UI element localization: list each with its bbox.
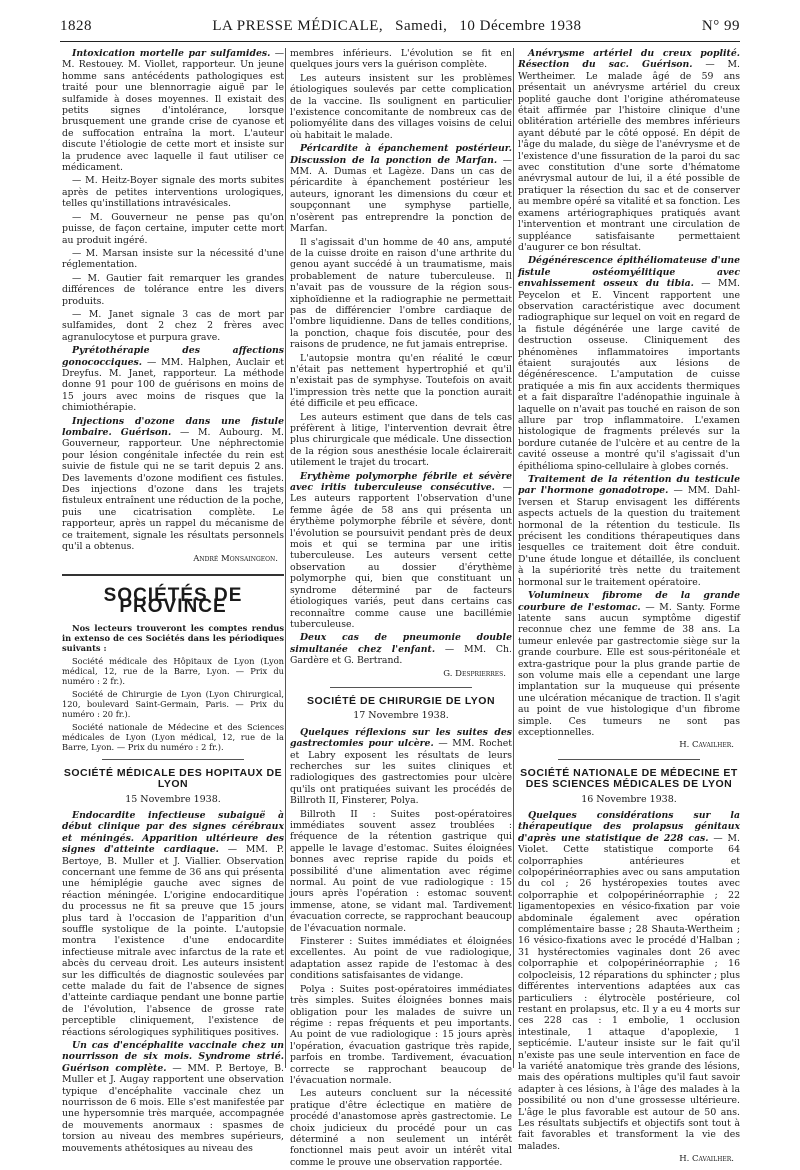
article: [62, 810, 284, 1038]
paragraph: L'autopsie montra qu'en réalité le cœur n'était pas nettement hypertrophié et qu'il n'existait pas de symphyse. Toutefois on avait l'impression très nette que la ponction aurait été difficile et peu efficace.: [290, 352, 512, 410]
article-text: — MM. Peycelon et E. Vincent rapportent une observation caractéristique avec document radiographique sur lequel on voit en regard de la fistule dégénérée une large cavité de destruction osseuse. Cliniquement des phénomènes inflammatoires importants étaient surajoutés aux lésions de dégénérescence. L'amputation de cuisse pratiquée a mis fin aux accidents thermiques et a fait disparaître l'adénopathie inguinale à laquelle on n'avait pas touché en raison de son allure par trop inflammatoire. L'examen histologique de fragments prélevés sur la bordure cutanée de l'ulcère et au centre de la cavité osseuse a montré qu'il s'agissait d'un épithélioma spino-cellulaire à globes cornés.: [518, 278, 740, 472]
signature: André Monsaingeon.: [193, 554, 278, 565]
article-text: — MM. Rochet et Labry exposent les résultats de leurs recherches sur les suites cliniques et radiologiques des gastrectomies pour ulcère qu'ils ont pratiquées suivant les procédés de Billroth II, Finsterer, Polya.: [290, 738, 512, 807]
signature: G. Desprierres.: [443, 668, 506, 679]
article-title: Endocardite infectieuse subaiguë à début clinique par des signes cérébraux et méningés. Apparition ultérieure des signes d'atteinte cardiaque.: [62, 809, 284, 856]
article-text: — M. Santy. Forme latente sans aucun symptôme digestif reconnue chez une femme de 38 ans. La tumeur enlevée par gastrectomie siège sur la grande courbure. Elle est sous-péritonéale et extra-gastrique pour la plus grande partie de son volume mais elle a cependant une large implantation sur la muqueuse qui présente une ulcération mécanique de traction. Il s'agit au point de vue histologique d'un fibrome simple. Ces tumeurs ne sont pas exceptionnelles.: [518, 601, 740, 738]
header-rule: [60, 41, 740, 42]
paragraph: Les auteurs insistent sur les problèmes étiologiques soulevés par cette complication de la vaccine. Ils soulignent en particulier l'existence concomitante de nombreux cas de poliomyélite dans des villages voisins de celui où habitait le malade.: [290, 72, 512, 141]
column-2: [290, 48, 512, 1170]
paragraph: — M. Heitz-Boyer signale des morts subites après de petites interventions urologiques, telles qu'instillations intravésicales.: [62, 175, 284, 210]
notice-item: Société nationale de Médecine et des Sciences médicales de Lyon (Lyon médical, 12, rue de la Barre, Lyon. — Prix du numéro : 2 fr.).: [62, 721, 284, 752]
article-text: — M. Aubourg. M. Gouverneur, rapporteur. Une néphrectomie pour lésion congénitale infectée du rein est suivie de fistule qui ne se tarit depuis 2 ans. Des lavements d'ozone modifient ces fistules. Des injections d'ozone dans les trajets fistuleux entraînent une réduction de la poche, puis une cicatrisation complète. Le rapporteur, après un rappel du mécanisme de ce traitement, signale les résultats personnels qu'il a obtenus.: [62, 427, 284, 553]
paragraph: — M. Gautier fait remarquer les grandes différences de tolérance entre les divers produits.: [62, 272, 284, 307]
signature: H. Cavailher.: [679, 740, 734, 751]
page-number: 1828: [60, 18, 92, 34]
paragraph: Polya : Suites post-opératoires immédiates très simples. Suites éloignées bonnes mais obligation pour les malades de suivre un régime : repas fréquents et peu importants. Au point de vue radiologique : 15 jours après l'opération, évacuation gastrique très rapide, parfois en trombe. Tardivement, évacuation correcte se rapprochant beaucoup de l'évacuation normale.: [290, 983, 512, 1086]
article-title: Volumineux fibrome de la grande courbure de l'estomac.: [518, 590, 740, 613]
article: [62, 48, 284, 173]
article-title: Anévrysme artériel du creux poplité. Résection du sac. Guérison.: [518, 48, 740, 71]
society-title: SOCIÉTÉ MÉDICALE DES HOPITAUX DE LYON: [63, 766, 283, 791]
paragraph: — M. Janet signale 3 cas de mort par sulfamides, dont 2 chez 2 frères avec agranulocytose et purpura grave.: [62, 308, 284, 343]
article-title: Traitement de la rétention du testicule par l'hormone gonadotrope.: [518, 474, 740, 497]
article-title: Deux cas de pneumonie double simultanée chez l'enfant.: [290, 632, 512, 655]
article: [290, 632, 512, 666]
article-text: — MM. Ch. Gardère et G. Bertrand.: [290, 643, 512, 667]
article-text: — MM. Halphen, Auclair et Dreyfus. M. Janet, rapporteur. La méthode donne 91 pour 100 de guérisons en moins de 15 jours avec moins de risques que la chimiothérapie.: [62, 356, 284, 414]
article-text: Un jeune homme sans antécédents pathologiques est traité pour une blennorragie aiguë par le sulfamide à doses moyennes. Il existait des petits signes d'intolérance, lorsque brusquement une grande crise de cyanose et de suffocation entraîna la mort. L'auteur discute l'étiologie de cette mort et insiste sur la prudence avec laquelle il faut utiliser ce médicament.: [62, 59, 284, 174]
notice-item: Société médicale des Hôpitaux de Lyon (Lyon médical, 12, rue de la Barre, Lyon. — Prix du numéro : 2 fr.).: [62, 655, 284, 686]
column-divider: [513, 48, 514, 1068]
article: [290, 471, 512, 631]
article-title: Péricardite à épanchement postérieur. Discussion de la ponction de Marfan.: [290, 143, 512, 166]
column-divider: [285, 48, 286, 1068]
article-title: Intoxication mortelle par sulfamides.: [72, 48, 271, 59]
article-text: — MM. Dahl-Iversen et Starup envisagent les différents aspects actuels de la question du traitement hormonal de la rétention du testicule. Ils précisent les conditions thérapeutiques dans lesquelles ce traitement doit être conduit. D'une étude longue et détaillée, ils concluent à la supériorité très nette du traitement hormonal sur le traitement opératoire.: [518, 485, 740, 588]
article: [62, 345, 284, 413]
journal-title: [206, 18, 587, 35]
section-heading: SOCIÉTÉS DE PROVINCE: [103, 584, 243, 618]
article: [290, 143, 512, 234]
paragraph: Les auteurs concluent sur la nécessité pratique d'être éclectique en matière de procédé d'anastomose après gastrectomie. Le choix judicieux du procédé pour un cas déterminé a non seulement un intérêt fonctionnel mais peut avoir un intérêt vital comme le prouve une observation rapportée.: [290, 1088, 512, 1168]
session-date: 16 Novembre 1938.: [581, 793, 677, 805]
article: [518, 255, 740, 472]
article: [62, 1040, 284, 1154]
article: [62, 416, 284, 553]
article-text: — M. Violet. Cette statistique comporte 64 colporraphies antérieures et colpopérinéorraphies avec ou sans amputation du col ; 26 hystéropexies toutes avec colporraphie et colpopérinéorraphie ; 22 ligamentopexies en vésico-fixation par voie abdominale également avec opération complémentaire basse ; 28 Shauta-Wertheim ; 16 vésico-fixations avec le procédé d'Halban ; 31 hystérectomies vaginales dont 26 avec colporraphie et colpopérinéorraphie ; 16 colpocleisis, 12 réparations du sphincter ; plus différentes interventions adaptées aux cas particuliers : élytrocèle postérieure, col restant en prolapsus, etc. Il y a eu 4 morts sur ces 228 cas : 1 embolie, 1 occlusion intestinale, 1 attaque d'apoplexie, 1 septicémie. L'auteur insiste sur le fait qu'il n'existe pas une seule intervention en face de la variété anatomique très grande des lésions, mais des opérations multiples qu'il faut savoir adapter à ces lésions, à l'âge des malades à la possibilité ou non d'une grossesse ultérieure. L'âge le plus favorable est autour de 50 ans. Les résultats subjectifs et objectifs sont tout à fait favorables et transforment la vie des malades.: [518, 832, 740, 1152]
notice-intro: Nos lecteurs trouveront les comptes rendus in extenso de ces Sociétés dans les périodiques suivants :: [62, 622, 284, 653]
paragraph: — M. Gouverneur ne pense pas qu'on puisse, de façon certaine, imputer cette mort au produit ingéré.: [62, 211, 284, 246]
notice-item: Société de Chirurgie de Lyon (Lyon Chirurgical, 120, boulevard Saint-Germain, Paris. — Prix du numéro : 20 fr.).: [62, 688, 284, 719]
article: [290, 727, 512, 807]
issue-day: Samedi,: [395, 18, 448, 34]
article: [518, 810, 740, 1152]
article-title: Dégénérescence épithéliomateuse d'une fistule ostéomyélitique avec envahissement osseux du tibia.: [518, 255, 740, 290]
issue-date: 10 Décembre 1938: [459, 18, 582, 34]
paragraph: Finsterer : Suites immédiates et éloignées excellentes. Au point de vue radiologique, adaptation assez rapide de l'estomac à des conditions satisfaisantes de vidange.: [290, 936, 512, 982]
paragraph: Billroth II : Suites post-opératoires immédiates souvent assez troublées : fréquence de la rétention gastrique qui appelle le lavage d'estomac. Suites éloignées bonnes avec reprise rapide du poids et possibilité d'une alimentation avec régime normal. Au point de vue radiologique : 15 jours après l'opération : estomac souvent immense, atone, se vidant mal. Tardivement évacuation correcte, se rapprochant beaucoup de l'évacuation normale.: [290, 808, 512, 934]
article-title: Injections d'ozone dans une fistule lombaire. Guérison.: [62, 415, 284, 438]
article: [518, 474, 740, 588]
article-text: — MM. P. Bertoye, B. Muller et J. Augay rapportent une observation typique d'encéphalite vaccinale chez un nourrisson de 6 mois. Elle s'est manifestée par une hypersomnie très marquée, accompagnée de mouvements anormaux : spasmes de torsion au niveau des membres supérieurs, mouvements athétosiques au niveau des: [62, 1062, 284, 1154]
article-authors: — M. Restouey. M. Viollet, rapporteur.: [62, 48, 284, 71]
article-text: — MM. A. Dumas et Lagèze. Dans un cas de péricardite à épanchement postérieur les auteurs, ignorant les dimensions du cœur et soupçonnant une symphyse partielle, n'osèrent pas entreprendre la ponction de Marfan.: [290, 154, 512, 235]
notice-block: [62, 623, 284, 752]
divider: [330, 687, 472, 688]
session-date: 17 Novembre 1938.: [353, 710, 449, 722]
journal-name: LA PRESSE MÉDICALE,: [212, 18, 384, 34]
divider: [558, 759, 700, 760]
session-date: 15 Novembre 1938.: [125, 793, 221, 805]
signature: H. Cavailher.: [679, 1154, 734, 1165]
society-title: SOCIÉTÉ NATIONALE DE MÉDECINE ET DES SCIENCES MÉDICALES DE LYON: [520, 766, 738, 791]
article-title: Un cas d'encéphalite vaccinale chez un nourrisson de six mois. Syndrome strié. Guérison complète.: [62, 1040, 284, 1074]
article-title: Erythème polymorphe fébrile et sévère avec iritis tuberculeuse consécutive.: [290, 470, 512, 494]
page-header: [60, 18, 740, 40]
issue-number: N° 99: [701, 18, 740, 34]
paragraph: — M. Marsan insiste sur la nécessité d'une réglementation.: [62, 247, 284, 271]
paragraph: membres inférieurs. L'évolution se fit en quelques jours vers la guérison complète.: [290, 48, 512, 71]
article: [518, 48, 740, 253]
article-title: Quelques considérations sur la thérapeutique des prolapsus génitaux d'après une statistique de 228 cas.: [518, 810, 740, 844]
article-text: — Les auteurs rapportent l'observation d'une femme âgée de 58 ans qui présenta un érythème polymorphe fébrile et sévère, dont l'évolution se poursuivit pendant près de deux mois et qui se termina par une iritis tuberculeuse. Les auteurs versent cette observation au dossier d'érythème polymorphe qui, bien que constituant un syndrome déterminé par de facteurs étiologiques variés, peut dans certains cas reconnaître comme cause une bacillémie tuberculeuse.: [290, 482, 512, 630]
article-title: Quelques réflexions sur les suites des gastrectomies pour ulcère.: [290, 726, 512, 750]
article-title: Pyrétothérapie des affections gonococciques.: [62, 345, 284, 368]
column-1: [62, 48, 284, 1156]
article: [518, 590, 740, 738]
article-text: — MM. P. Bertoye, B. Muller et J. Viallier. Observation concernant une femme de 36 ans qui présenta une hémiplégie gauche avec signes de réaction méningée. L'origine endocarditique du processus ne fit sa preuve que 15 jours plus tard à l'occasion de l'apparition d'un souffle systolique de la pointe. L'autopsie montra l'existence d'une endocardite infectieuse mitrale avec infarctus de la rate et abcès du cerveau droit. Les auteurs insistent sur les difficultés de diagnostic soulevées par cette malade du fait de l'absence de signes d'atteinte cardiaque pendant une bonne partie de l'évolution, l'absence de grosse rate perceptible cliniquement, l'existence de réactions sérologiques syphilitiques positives.: [62, 844, 284, 1038]
article-text: — M. Wertheimer. Le malade âgé de 59 ans présentait un anévrysme artériel du creux poplité gauche dont l'origine athéromateuse était affirmée par l'histoire clinique d'une oblitération artérielle des membres inférieurs ayant débuté par le côté opposé. En dépit de l'âge du malade, du siège de l'anévrysme et de l'existence d'une fissuration de la paroi du sac avec constitution d'une sorte d'hématome anévrysmal autour de lui, il a été possible de pratiquer la résection du sac et de conserver au membre opéré sa vitalité et sa fonction. Les examens artériographiques pratiqués avant l'intervention et montrant une circulation de suppléance satisfaisante permettaient d'augurer ce bon résultat.: [518, 59, 740, 253]
paragraph: Les auteurs estiment que dans de tels cas préfèrent à litige, l'intervention devrait être plus chirurgicale que médicale. Une dissection de la région sous anesthésie locale éclairerait utilement le trajet du trocart.: [290, 411, 512, 469]
section-rule: [62, 574, 284, 576]
column-3: [518, 48, 740, 1170]
divider: [102, 759, 244, 760]
paragraph: Il s'agissait d'un homme de 40 ans, amputé de la cuisse droite en raison d'une arthrite du genou ayant succédé à un traumatisme, mais probablement de nature tuberculeuse. Il n'avait pas de voussure de la région sous-xiphoïdienne et la radiographie ne permettait pas de différencier l'ombre cardiaque de l'ombre liquidienne. Dans de telles conditions, la ponction, chaque fois discutée, pour des raisons de prudence, ne fut jamais entreprise.: [290, 236, 512, 351]
society-title: SOCIÉTÉ DE CHIRURGIE DE LYON: [306, 694, 496, 707]
